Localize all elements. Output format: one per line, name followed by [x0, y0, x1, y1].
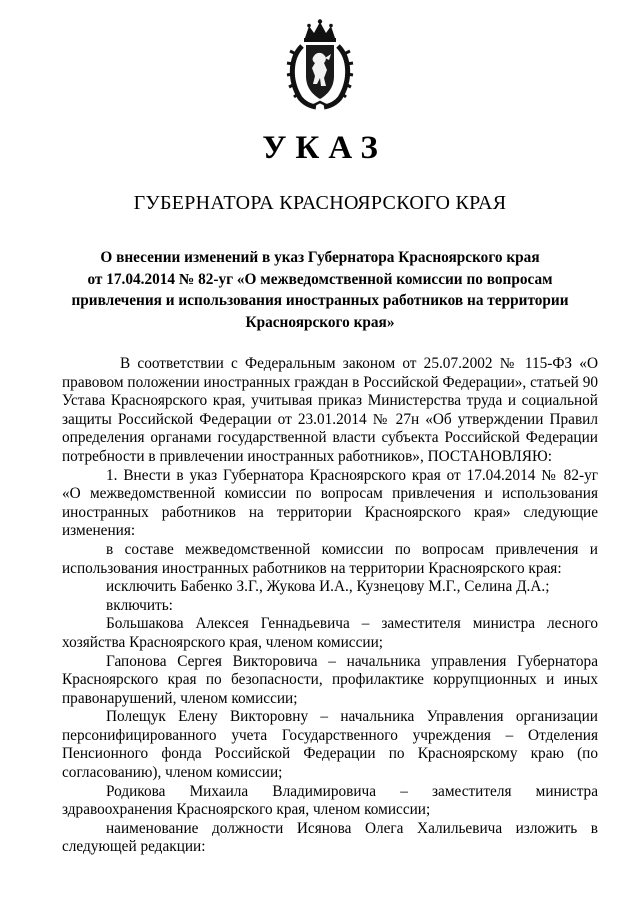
decree-body	[62, 355, 598, 857]
paragraph-member-rodikov: Родикова Михаила Владимировича – заместителя министра здравоохранения Красноярского края, членом комиссии;	[62, 782, 598, 819]
title-line: от 17.04.2014 № 82-уг «О межведомственной комиссии по вопросам	[87, 270, 553, 288]
paragraph-exclude: исключить Бабенко З.Г., Жукова И.А., Кузнецову М.Г., Селина Д.А.;	[106, 578, 550, 596]
paragraph-item-1: 1. Внести в указ Губернатора Красноярского края от 17.04.2014 № 82-уг «О межведомственной комиссии по вопросам привлечения и использования иностранных работников на территории Красноярского края» следующие изменения:	[62, 466, 598, 540]
paragraph-composition: в составе межведомственной комиссии по вопросам привлечения и использования иностранных работников на территории Красноярского края:	[62, 540, 598, 577]
coat-of-arms-icon	[286, 18, 354, 110]
decree-heading: УКАЗ	[262, 130, 387, 166]
title-line: Красноярского края»	[245, 313, 395, 331]
title-line: О внесении изменений в указ Губернатора Красноярского края	[100, 249, 540, 266]
paragraph-legal-basis: В соответствии с Федеральным законом от 25.07.2002 № 115-ФЗ «О правовом положении иностранных граждан в Российской Федерации», статьей 90 Устава Красноярского края, учитывая приказ Министерства труда и социальной защиты Российской Федерации от 23.01.2014 № 27н «Об утверждении Правил определения органами государственной власти субъекта Российской Федерации потребности в привлечении иностранных работников», ПОСТАНОВЛЯЮ:	[62, 355, 598, 465]
decree-title	[62, 247, 578, 333]
issuer-heading: ГУБЕРНАТОРА КРАСНОЯРСКОГО КРАЯ	[133, 192, 507, 214]
paragraph-include: включить:	[106, 596, 173, 614]
paragraph-position-isyanov: наименование должности Исянова Олега Халильевича изложить в следующей редакции:	[62, 819, 598, 856]
paragraph-member-gaponov: Гапонова Сергея Викторовича – начальника управления Губернатора Красноярского края по безопасности, профилактике коррупционных и иных правонарушений, членом комиссии;	[62, 652, 598, 707]
title-line: привлечения и использования иностранных работников на территории	[71, 292, 569, 310]
paragraph-member-bolshakov: Большакова Алексея Геннадьевича – заместителя министра лесного хозяйства Красноярского края, членом комиссии;	[62, 615, 598, 651]
paragraph-member-poleshchuk: Полещук Елену Викторовну – начальника Управления организации персонифицированного учета Государственного учреждения – Отделения Пенсионного фонда Российской Федерации по Красноярскому краю (по согласованию), членом комиссии;	[62, 708, 598, 782]
